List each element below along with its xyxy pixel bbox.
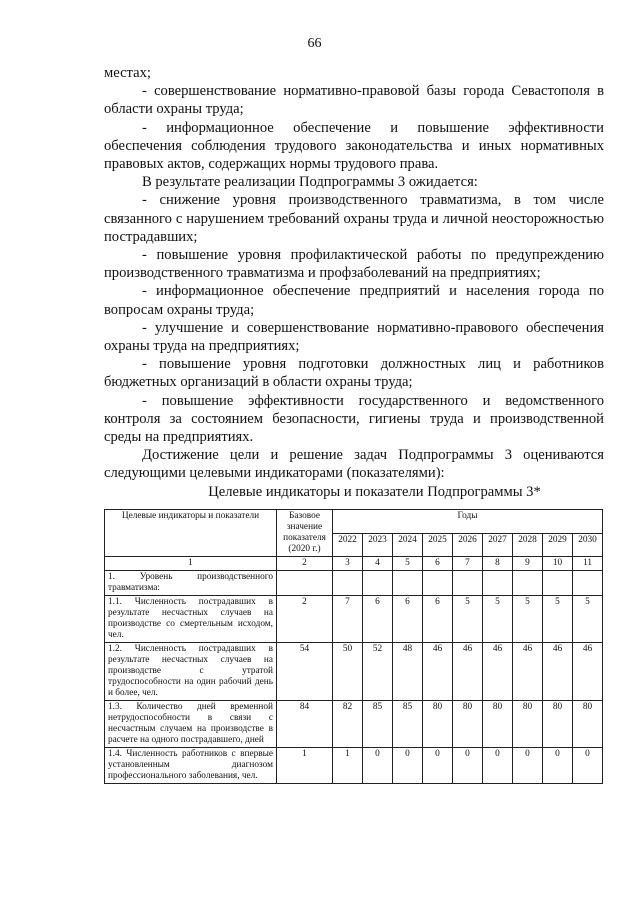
year-value: 80 (543, 701, 573, 748)
year-value: 0 (513, 748, 543, 784)
paragraph: - информационное обеспечение и повышение эффективности обеспечения соблюдения трудового законодательства и иных нормативных правовых актов, содержащих нормы трудового права. (104, 119, 604, 173)
year-value: 85 (363, 701, 393, 748)
table-title: Целевые индикаторы и показатели Подпрограммы 3* (208, 484, 541, 500)
year-value: 0 (573, 748, 603, 784)
year-value: 80 (573, 701, 603, 748)
year-value: 80 (453, 701, 483, 748)
year-value: 0 (363, 748, 393, 784)
year-value: 46 (513, 643, 543, 701)
header-year: 2026 (453, 533, 483, 557)
year-value: 52 (363, 643, 393, 701)
base-value: 84 (277, 701, 333, 748)
column-number: 8 (483, 557, 513, 571)
paragraph: В результате реализации Подпрограммы 3 ожидается: (142, 174, 478, 191)
indicators-table (104, 509, 603, 784)
year-value: 80 (483, 701, 513, 748)
year-value: 5 (453, 596, 483, 643)
column-number: 4 (363, 557, 393, 571)
base-value: 54 (277, 643, 333, 701)
body-text (104, 64, 604, 483)
header-year: 2023 (363, 533, 393, 557)
paragraph: местах; (104, 65, 151, 81)
empty-cell (483, 571, 513, 596)
section-label: 1. Уровень производственного травматизма: (105, 571, 277, 596)
header-year: 2024 (393, 533, 423, 557)
table-row (105, 748, 603, 784)
header-indicators: Целевые индикаторы и показатели (105, 510, 277, 557)
empty-cell (543, 571, 573, 596)
column-number: 1 (105, 557, 277, 571)
paragraph: - улучшение и совершенствование нормативно-правового обеспечения охраны труда на предприятиях; (104, 319, 604, 355)
page-number: 66 (307, 36, 322, 51)
year-value: 80 (423, 701, 453, 748)
year-value: 46 (423, 643, 453, 701)
year-value: 6 (393, 596, 423, 643)
year-value: 48 (393, 643, 423, 701)
year-value: 5 (543, 596, 573, 643)
column-number: 10 (543, 557, 573, 571)
year-value: 6 (363, 596, 393, 643)
paragraph: - повышение уровня профилактической работы по предупреждению производственного травматизма и профзаболеваний на предприятиях; (104, 247, 604, 282)
header-year: 2030 (573, 533, 603, 557)
paragraph: - информационное обеспечение предприятий и населения города по вопросам охраны труда; (104, 283, 604, 318)
year-value: 85 (393, 701, 423, 748)
column-number: 5 (393, 557, 423, 571)
year-value: 50 (333, 643, 363, 701)
header-year: 2022 (333, 533, 363, 557)
base-value: 1 (277, 748, 333, 784)
year-value: 46 (453, 643, 483, 701)
year-value: 80 (513, 701, 543, 748)
empty-cell (453, 571, 483, 596)
paragraph: - повышение эффективности государственного и ведомственного контроля за состоянием безопасности, гигиены труда и производственной среды на предприятиях. (104, 392, 604, 446)
row-label: 1.1. Численность пострадавших в результате несчастных случаев на производстве со смертельным исходом, чел. (105, 596, 277, 643)
year-value: 82 (333, 701, 363, 748)
empty-cell (277, 571, 333, 596)
header-base-value: Базовое значение показателя (2020 г.) (277, 510, 333, 557)
column-number: 9 (513, 557, 543, 571)
year-value: 0 (543, 748, 573, 784)
year-value: 0 (423, 748, 453, 784)
year-value: 0 (393, 748, 423, 784)
column-number: 7 (453, 557, 483, 571)
column-number: 6 (423, 557, 453, 571)
year-value: 1 (333, 748, 363, 784)
numbering-row (105, 557, 603, 571)
header-years: Годы (333, 510, 603, 534)
paragraph: - повышение уровня подготовки должностных лиц и работников бюджетных организаций в области охраны труда; (104, 356, 604, 391)
row-label: 1.4. Численность работников с впервые установленным диагнозом профессионального заболевания, чел. (105, 748, 277, 784)
row-label: 1.2. Численность пострадавших в результате несчастных случаев на производстве с утратой трудоспособности на один рабочий день и более, чел. (105, 643, 277, 701)
empty-cell (393, 571, 423, 596)
year-value: 5 (513, 596, 543, 643)
section-row (105, 571, 603, 596)
year-value: 5 (573, 596, 603, 643)
year-value: 46 (573, 643, 603, 701)
paragraph: - совершенствование нормативно-правовой базы города Севастополя в области охраны труда; (104, 83, 604, 118)
year-value: 0 (453, 748, 483, 784)
table-row (105, 596, 603, 643)
year-value: 5 (483, 596, 513, 643)
empty-cell (513, 571, 543, 596)
header-year: 2029 (543, 533, 573, 557)
column-number: 11 (573, 557, 603, 571)
table-row (105, 701, 603, 748)
empty-cell (573, 571, 603, 596)
column-number: 3 (333, 557, 363, 571)
column-number: 2 (277, 557, 333, 571)
year-value: 0 (483, 748, 513, 784)
base-value: 2 (277, 596, 333, 643)
empty-cell (363, 571, 393, 596)
year-value: 7 (333, 596, 363, 643)
header-year: 2028 (513, 533, 543, 557)
paragraph: - снижение уровня производственного травматизма, в том числе связанного с нарушением требований охраны труда и личной неосторожностью пострадавших; (104, 192, 604, 245)
year-value: 46 (483, 643, 513, 701)
header-year: 2025 (423, 533, 453, 557)
row-label: 1.3. Количество дней временной нетрудоспособности в связи с несчастным случаем на производстве в расчете на одного пострадавшего, дней (105, 701, 277, 748)
table-row (105, 643, 603, 701)
paragraph: Достижение цели и решение задач Подпрограммы 3 оцениваются следующими целевыми индикаторами (показателями): (104, 447, 604, 482)
empty-cell (333, 571, 363, 596)
empty-cell (423, 571, 453, 596)
header-row (105, 510, 603, 534)
header-year: 2027 (483, 533, 513, 557)
year-value: 46 (543, 643, 573, 701)
year-value: 6 (423, 596, 453, 643)
